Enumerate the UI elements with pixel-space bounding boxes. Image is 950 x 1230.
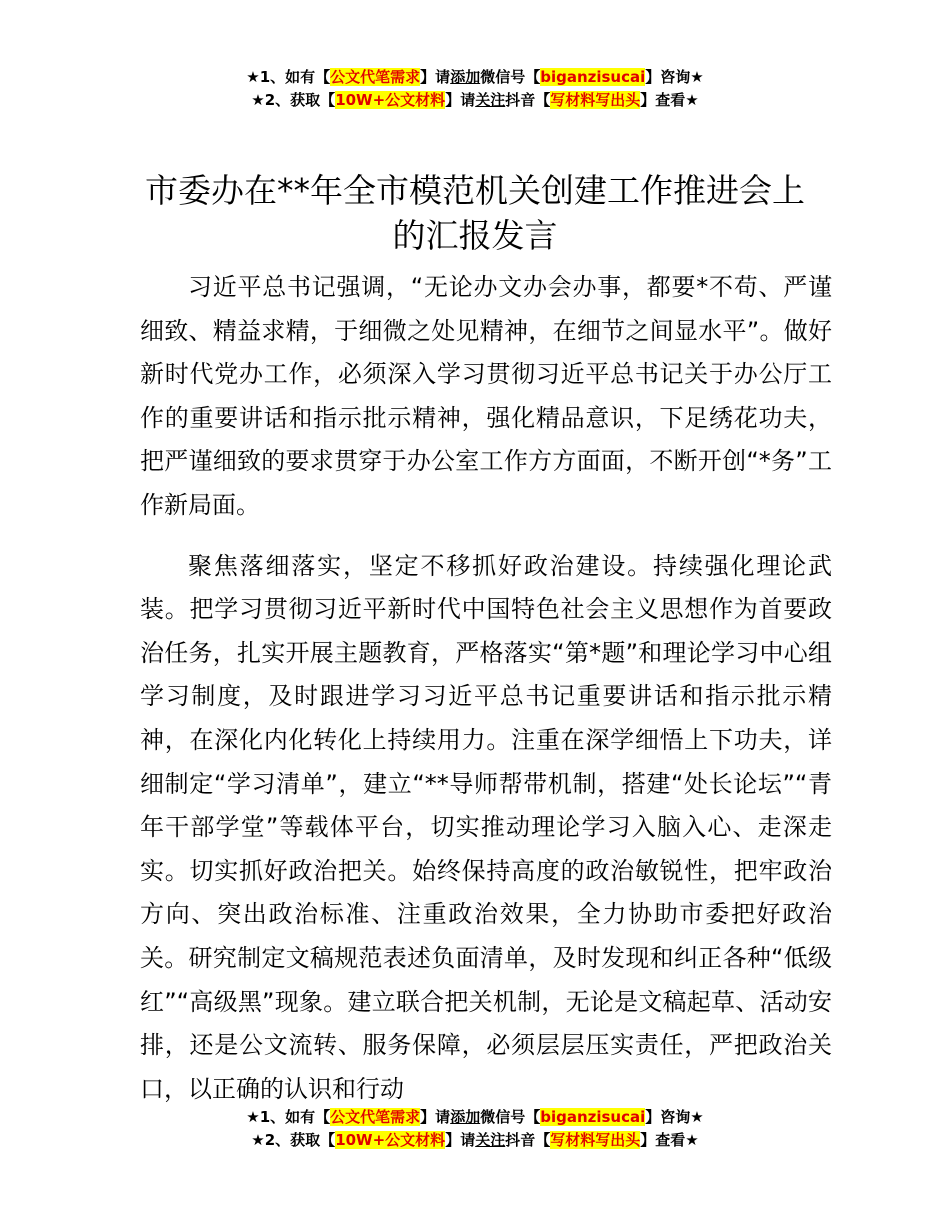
title-line-1: 市委办在**年全市模范机关创建工作推进会上 [145, 171, 805, 210]
star-icon: ★ [251, 91, 265, 109]
highlight-wechat-id: biganzisucai [540, 1108, 646, 1126]
document-body [140, 266, 832, 1111]
star-icon: ★ [246, 1108, 260, 1126]
highlight-douyin-account: 写材料写出头 [550, 1131, 641, 1149]
document-title [140, 168, 810, 258]
highlight-wechat-id: biganzisucai [540, 68, 646, 86]
body-paragraph-1: 习近平总书记强调，“无论办文办会办事，都要*不苟、严谨细致、精益求精，于细微之处见精神，在细节之间显水平”。做好新时代党办工作，必须深入学习贯彻习近平总书记关于办公厅工作的重要讲话和指示批示精神，强化精品意识，下足绣花功夫，把严谨细致的要求贯穿于办公室工作方方面面，不断开创“*务”工作新局面。 [140, 273, 832, 519]
highlight-materials: 10W+公文材料 [335, 1131, 446, 1149]
highlight-materials: 10W+公文材料 [335, 91, 446, 109]
title-line-2: 的汇报发言 [392, 216, 558, 255]
promo-banner-top [0, 66, 950, 112]
highlight-service: 公文代笔需求 [330, 68, 421, 86]
promo-line-2: ★2、获取【10W+公文材料】请关注抖音【写材料写出头】查看★ [251, 91, 699, 109]
star-icon: ★ [251, 1131, 265, 1149]
promo-line-1: ★1、如有【公文代笔需求】请添加微信号【biganzisucai】咨询★ [246, 1108, 704, 1126]
body-paragraph-2: 聚焦落细落实，坚定不移抓好政治建设。持续强化理论武装。把学习贯彻习近平新时代中国特色社会主义思想作为首要政治任务，扎实开展主题教育，严格落实“第*题”和理论学习中心组学习制度，及时跟进学习习近平总书记重要讲话和指示批示精神，在深化内化转化上持续用力。注重在深学细悟上下功夫，详细制定“学习清单”，建立“**导师帮带机制，搭建“处长论坛”“青年干部学堂”等载体平台，切实推动理论学习入脑入心、走深走实。切实抓好政治把关。始终保持高度的政治敏锐性，把牢政治方向、突出政治标准、注重政治效果，全力协助市委把好政治关。研究制定文稿规范表述负面清单，及时发现和纠正各种“低级红”“高级黑”现象。建立联合把关机制，无论是文稿起草、活动安排，还是公文流转、服务保障，必须层层压实责任，严把政治关口，以正确的认识和行动 [140, 551, 832, 1103]
highlight-douyin-account: 写材料写出头 [550, 91, 641, 109]
promo-banner-bottom [0, 1106, 950, 1152]
promo-line-1: ★1、如有【公文代笔需求】请添加微信号【biganzisucai】咨询★ [246, 68, 704, 86]
star-icon: ★ [246, 68, 260, 86]
highlight-service: 公文代笔需求 [330, 1108, 421, 1126]
promo-line-2: ★2、获取【10W+公文材料】请关注抖音【写材料写出头】查看★ [251, 1131, 699, 1149]
